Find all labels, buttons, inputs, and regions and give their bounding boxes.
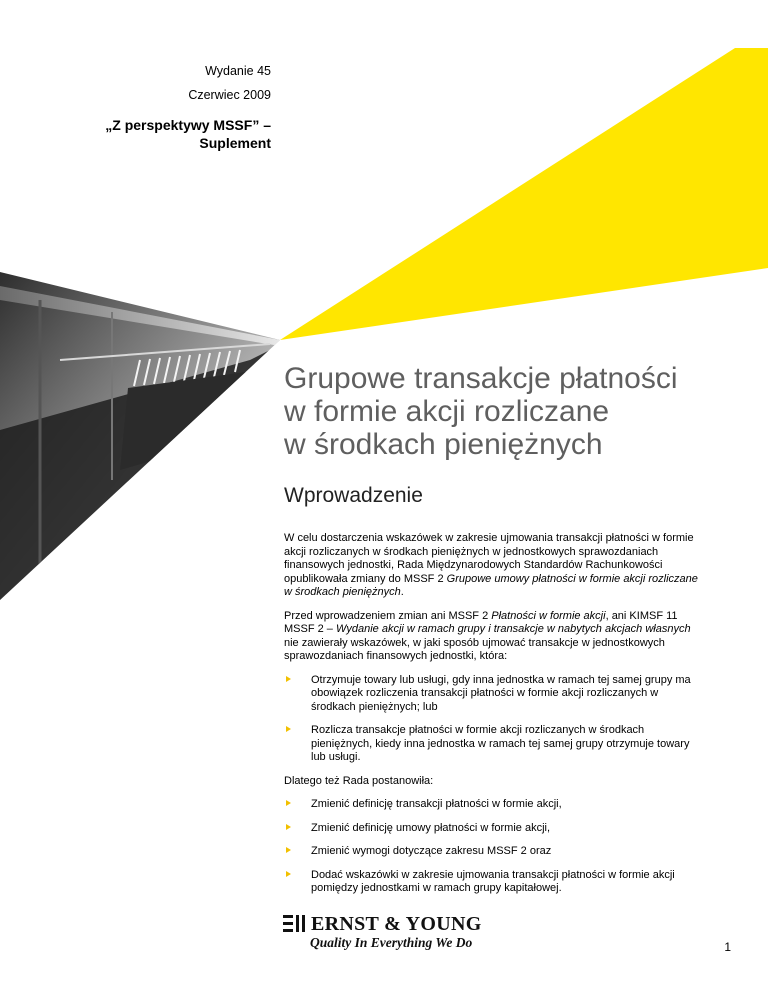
supplement-title <box>51 116 271 152</box>
list-item <box>284 798 704 812</box>
list-item-text: Rozlicza transakcje płatności w formie akcji rozliczanych w środkach pieniężnych, kiedy inna jednostka w ramach tej samej grupy otrzymuje towary lub usługi. <box>311 724 690 763</box>
clothing-rack-photo <box>0 260 290 610</box>
bullet-triangle-icon <box>286 847 291 853</box>
document-title-line3: w środkach pieniężnych <box>284 428 603 461</box>
intro-text-end: . <box>400 586 404 598</box>
document-title-line2: w formie akcji rozliczane <box>284 395 610 428</box>
intro-paragraph <box>284 532 704 600</box>
list-item <box>284 869 704 896</box>
ey-logo-mark-icon <box>283 915 307 933</box>
list-item-text: Zmienić definicję umowy płatności w formie akcji, <box>311 821 551 834</box>
issue-date: Czerwiec 2009 <box>188 88 271 102</box>
context-italic-2: Wydanie akcji w ramach grupy i transakcje w nabytych akcjach własnych <box>335 623 691 635</box>
document-title <box>284 362 754 461</box>
list-item-text: Zmienić wymogi dotyczące zakresu MSSF 2 oraz <box>311 845 552 857</box>
logo-tagline: Quality In Everything We Do <box>310 935 473 950</box>
intro-text: W celu dostarczenia wskazówek w zakresie ujmowania transakcji płatności w formie akcji rozliczanych w środkach pieniężnych w jednostkowych sprawozdaniach finansowych jednostki, Rada Międzynarodowych Standardów Rachunkowości opublikowała zmiany do MSSF 2 <box>284 532 694 585</box>
context-text-1: Przed wprowadzeniem zmian ani MSSF 2 <box>284 609 492 622</box>
bullet-triangle-icon <box>286 726 291 732</box>
page-number: 1 <box>724 940 731 954</box>
list-item-text: Dodać wskazówki w zakresie ujmowania transakcji płatności w formie akcji pomiędzy jednostkami w ramach grupy kapitałowej. <box>311 868 675 894</box>
issue-number: Wydanie 45 <box>205 64 271 78</box>
entity-conditions-list <box>284 674 704 765</box>
bullet-triangle-icon <box>286 800 291 806</box>
document-title-line1: Grupowe transakcje płatności <box>284 362 678 395</box>
decision-paragraph: Dlatego też Rada postanowiła: <box>284 774 434 787</box>
list-item-text: Zmienić definicję transakcji płatności w formie akcji, <box>311 798 562 810</box>
supplement-title-line2: Suplement <box>199 135 271 151</box>
section-heading: Wprowadzenie <box>284 484 423 507</box>
list-item <box>284 724 704 765</box>
ernst-young-logo <box>283 913 483 953</box>
yellow-beam <box>280 48 768 340</box>
context-paragraph <box>284 610 704 664</box>
logo-company-name: ERNST & YOUNG <box>311 913 482 935</box>
board-decisions-list <box>284 798 704 896</box>
context-text-2: , ani KIMSF 11 MSSF 2 – <box>284 609 678 635</box>
supplement-title-line1: „Z perspektywy MSSF” – <box>105 117 271 133</box>
list-item-text: Otrzymuje towary lub usługi, gdy inna jednostka w ramach tej samej grupy ma obowiązek rozliczenia transakcji płatności w formie akcji rozliczanych w środkach pieniężnych; lub <box>311 673 691 713</box>
list-item <box>284 674 704 715</box>
bullet-triangle-icon <box>286 824 291 830</box>
intro-italic-title: Grupowe umowy płatności w formie akcji rozliczane w środkach pieniężnych <box>284 572 698 598</box>
list-item <box>284 822 704 836</box>
bullet-triangle-icon <box>286 871 291 877</box>
bullet-triangle-icon <box>286 676 291 682</box>
context-text-3: nie zawierały wskazówek, w jaki sposób ujmować transakcje w jednostkowych sprawozdaniach finansowych jednostki, która: <box>284 636 665 662</box>
context-italic-1: Płatności w formie akcji <box>491 609 606 622</box>
body-text <box>284 532 704 906</box>
list-item <box>284 845 704 859</box>
